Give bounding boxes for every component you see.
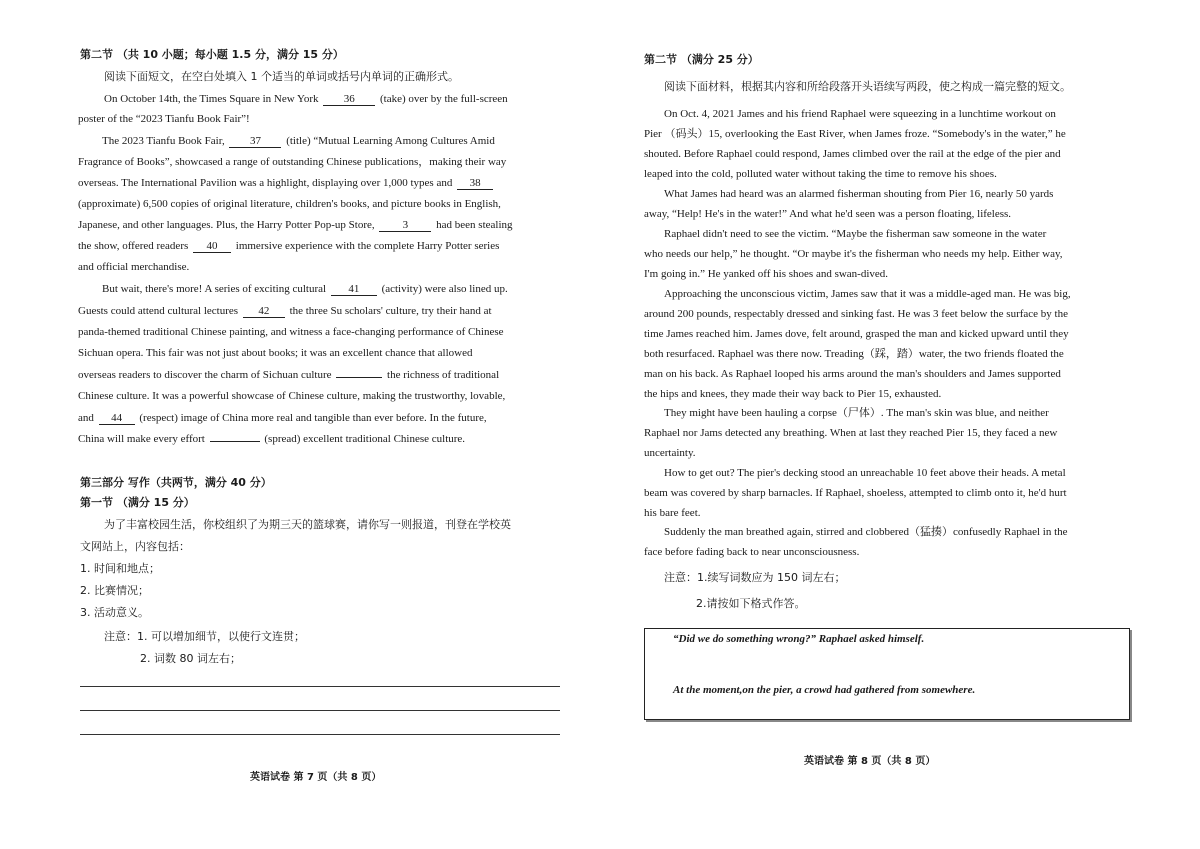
story-line-23: face before fading back to near unconsciousness. bbox=[644, 546, 860, 558]
p1-line2: poster of the “2023 Tianfu Book Fair”! bbox=[78, 113, 250, 125]
p3-line6: Chinese culture. It was a powerful showcase of Chinese culture, making the trustworthy, lovable, bbox=[78, 390, 506, 402]
story-line-16: They might have been hauling a corpse（尸体）. The man's skin was blue, and neither bbox=[664, 407, 1049, 419]
box-opening-line-1: “Did we do something wrong?” Raphael asked himself. bbox=[673, 633, 925, 645]
page-8 bbox=[600, 0, 1200, 849]
story-line-15: the hips and knees, they made their way back to Pier 15, exhausted. bbox=[644, 388, 942, 400]
note-right-2: 2.请按如下格式作答。 bbox=[696, 597, 806, 610]
story-line-9: I'm going in.” He yanked off his shoes and swan-dived. bbox=[644, 268, 889, 280]
blank-43[interactable] bbox=[336, 377, 382, 378]
p2-line3: overseas. The International Pavilion was a highlight, displaying over 1,000 types and 38 bbox=[78, 176, 495, 190]
story-line-17: Raphael nor Jams detected any breathing. When at last they reached Pier 15, they faced a new bbox=[644, 427, 1058, 439]
story-line-18: uncertainty. bbox=[644, 447, 696, 459]
story-line-12: time James reached him. James dove, felt around, grasped the man and kicked upward until they bbox=[644, 328, 1069, 340]
blank-41[interactable]: 41 bbox=[331, 283, 377, 296]
story-line-7: Raphael didn't need to see the victim. “Maybe the fisherman saw someone in the water bbox=[664, 228, 1047, 240]
answer-line-1[interactable] bbox=[80, 686, 560, 687]
note-right-1: 注意：1.续写词数应为 150 词左右； bbox=[664, 571, 846, 584]
story-line-6: away, “Help! He's in the water!” And what he'd seen was a person floating, lifeless. bbox=[644, 208, 1012, 220]
story-line-14: man on his back. As Raphael looped his arms around the man's shoulders and James supported bbox=[644, 368, 1061, 380]
story-line-1: On Oct. 4, 2021 James and his friend Raphael were squeezing in a lunchtime workout on bbox=[664, 108, 1056, 120]
story-line-10: Approaching the unconscious victim, James saw that it was a middle-aged man. He was big, bbox=[664, 288, 1071, 300]
box-opening-line-2: At the moment,on the pier, a crowd had gathered from somewhere. bbox=[673, 684, 976, 696]
story-line-20: beam was covered by sharp barnacles. If Raphael, shoeless, attempted to climb onto it, he'd hurt bbox=[644, 487, 1067, 499]
section2-title: 第二节 （共 10 小题；每小题 1.5 分，满分 15 分） bbox=[80, 48, 344, 61]
story-line-5: What James had heard was an alarmed fisherman shouting from Pier 16, nearly 50 yards bbox=[664, 188, 1054, 200]
instruction-right: 阅读下面材料，根据其内容和所给段落开头语续写两段，使之构成一篇完整的短文。 bbox=[664, 80, 1071, 93]
blank-38[interactable]: 38 bbox=[457, 177, 493, 190]
task-line2: 文网站上，内容包括： bbox=[80, 540, 190, 553]
p2-line4: (approximate) 6,500 copies of original literature, children's books, and picture books in English, bbox=[78, 198, 501, 210]
p3-line4: Sichuan opera. This fair was not just about books; it was an excellent chance that allowed bbox=[78, 347, 473, 359]
p2-line5: Japanese, and other languages. Plus, the Harry Potter Pop-up Store, 3 had been stealing bbox=[78, 219, 513, 231]
section2-title-right: 第二节 （满分 25 分） bbox=[644, 53, 759, 66]
blank-42[interactable]: 42 bbox=[243, 305, 285, 318]
note-2: 2. 词数 80 词左右； bbox=[140, 652, 241, 665]
task-line1: 为了丰富校园生活，你校组织了为期三天的篮球赛，请你写一则报道，刊登在学校英 bbox=[104, 518, 511, 531]
p2-line2: Fragrance of Books”, showcased a range of outstanding Chinese publications，making their way bbox=[78, 156, 507, 168]
footer-page-7: 英语试卷 第 7 页（共 8 页） bbox=[250, 772, 382, 783]
blank-36[interactable]: 36 bbox=[323, 93, 375, 106]
task-item-3: 3. 活动意义。 bbox=[80, 606, 149, 619]
story-line-3: shouted. Before Raphael could respond, James climbed over the rail at the edge of the pier and bbox=[644, 148, 1061, 160]
blank-40[interactable]: 40 bbox=[193, 240, 231, 253]
blank-37[interactable]: 37 bbox=[229, 135, 281, 148]
blank-39[interactable]: 3 bbox=[379, 219, 431, 232]
answer-line-3[interactable] bbox=[80, 734, 560, 735]
task-item-1: 1. 时间和地点； bbox=[80, 562, 160, 575]
story-line-11: around 200 pounds, respectably dressed and sinking fast. He was 3 feet below the surface by the bbox=[644, 308, 1068, 320]
p3-line3: panda-themed traditional Chinese painting, and witness a face-changing performance of Chinese bbox=[78, 326, 504, 338]
section1-title: 第一节 （满分 15 分） bbox=[80, 496, 195, 509]
p3-line8: China will make every effort (spread) excellent traditional Chinese culture. bbox=[78, 433, 466, 445]
task-item-2: 2. 比赛情况； bbox=[80, 584, 149, 597]
story-line-21: his bare feet. bbox=[644, 507, 701, 519]
p3-line1: But wait, there's more! A series of exciting cultural 41 (activity) were also lined up. bbox=[102, 283, 508, 295]
story-line-13: both resurfaced. Raphael was there now. Treading（踩，踏）water, the two friends floated the bbox=[644, 348, 1064, 360]
p2-line6: the show, offered readers 40 immersive experience with the complete Harry Potter series bbox=[78, 240, 500, 252]
story-line-22: Suddenly the man breathed again, stirred and clobbered（猛揍）confusedly Raphael in the bbox=[664, 526, 1068, 538]
p1-line1: On October 14th, the Times Square in New York 36 (take) over by the full-screen bbox=[104, 93, 508, 105]
instruction: 阅读下面短文，在空白处填入 1 个适当的单词或括号内单词的正确形式。 bbox=[104, 70, 459, 83]
story-line-8: who needs our help,” he thought. “Or maybe it's the fisherman who needs my help. Either way, bbox=[644, 248, 1063, 260]
p2-line7: and official merchandise. bbox=[78, 261, 190, 273]
footer-page-8: 英语试卷 第 8 页（共 8 页） bbox=[804, 756, 936, 767]
p2-line1: The 2023 Tianfu Book Fair, 37 (title) “Mutual Learning Among Cultures Amid bbox=[102, 135, 495, 147]
p3-line5: overseas readers to discover the charm of Sichuan culture the richness of traditional bbox=[78, 369, 500, 381]
answer-line-2[interactable] bbox=[80, 710, 560, 711]
blank-44[interactable]: 44 bbox=[99, 412, 135, 425]
blank-45[interactable] bbox=[210, 441, 260, 442]
story-line-4: leaped into the cold, polluted water without taking the time to remove his shoes. bbox=[644, 168, 997, 180]
p3-line2: Guests could attend cultural lectures 42 the three Su scholars' culture, try their hand at bbox=[78, 305, 492, 317]
p3-line7: and 44 (respect) image of China more real and tangible than ever before. In the future, bbox=[78, 412, 487, 424]
continuation-box[interactable] bbox=[644, 628, 1130, 720]
story-line-19: How to get out? The pier's decking stood an unreachable 10 feet above their heads. A metal bbox=[664, 467, 1066, 479]
part3-title: 第三部分 写作（共两节，满分 40 分） bbox=[80, 476, 272, 489]
story-line-2: Pier （码头）15, overlooking the East River, when James froze. “Somebody's in the water,” he bbox=[644, 128, 1066, 140]
note-1: 注意：1. 可以增加细节，以使行文连贯； bbox=[104, 630, 305, 643]
